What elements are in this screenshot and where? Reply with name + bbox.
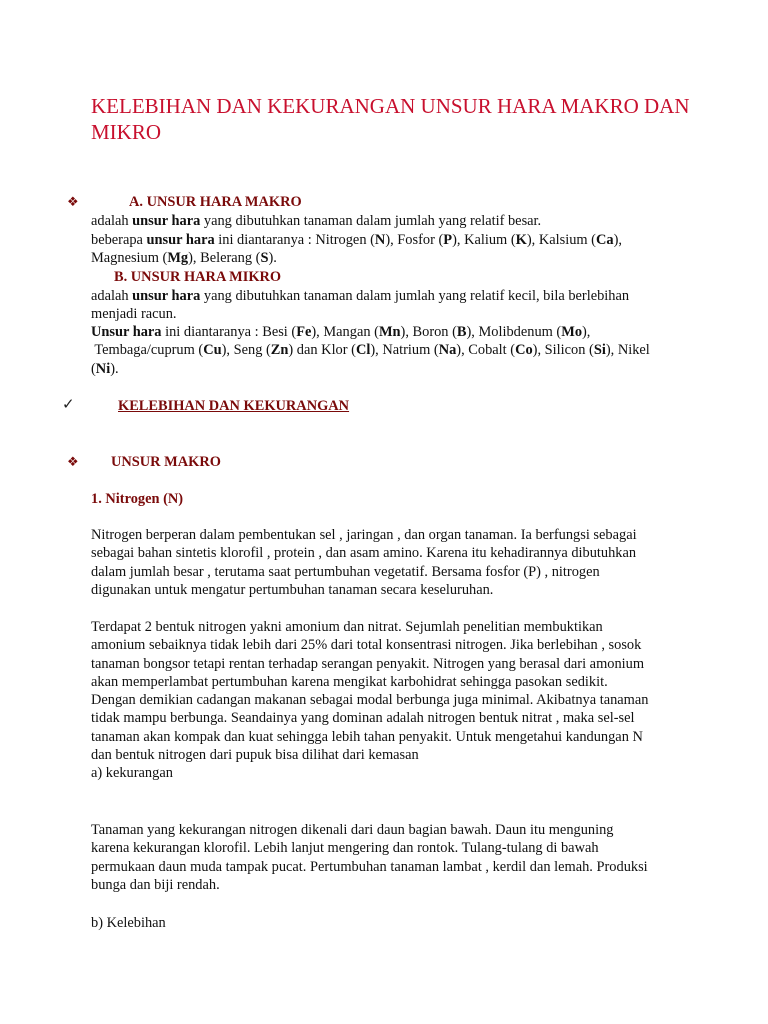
section-b-definition: adalah unsur hara yang dibutuhkan tanaman dalam jumlah yang relatif kecil, bila berlebihan menjadi racun. — [91, 288, 630, 323]
page-title: KELEBIHAN DAN KEKURANGAN UNSUR HARA MAKRO DAN MIKRO — [91, 94, 690, 144]
nitrogen-paragraph-3: Tanaman yang kekurangan nitrogen dikenali dari daun bagian bawah. Daun itu menguning karena kekurangan klorofil. Lebih lanjut mengering dan rontok. Tulang-tulang di bawah permukaan daun muda tampak pucat. Pertumbuhan tanaman lambat , kerdil dan lemah. Produksi bunga dan biji rendah. — [91, 822, 648, 893]
diamond-bullet-icon: ❖ — [67, 194, 79, 209]
section-a-heading: A. UNSUR HARA MAKRO — [129, 194, 302, 210]
kelebihan-label: b) Kelebihan — [91, 915, 166, 931]
unsur-makro-heading: UNSUR MAKRO — [111, 454, 221, 470]
nitrogen-heading: 1. Nitrogen (N) — [91, 491, 184, 507]
section-b-list: Unsur hara ini diantaranya : Besi (Fe), Mangan (Mn), Boron (B), Molibdenum (Mo), Tembaga/cuprum (Cu), Seng (Zn) dan Klor (Cl), Natrium (Na), Cobalt (Co), Silicon (Si), Nikel (Ni). — [91, 324, 650, 377]
nitrogen-paragraph-1: Nitrogen berperan dalam pembentukan sel , jaringan , dan organ tanaman. Ia berfungsi sebagai sebagai bahan sintetis klorofil , protein , dan asam amino. Karena itu kehadirannya dibutuhkan dalam jumlah besar , terutama saat pertumbuhan vegetatif. Bersama fosfor (P) , nitrogen digunakan untuk mengatur pertumbuhan tanaman secara keseluruhan. — [91, 527, 637, 598]
kelebihan-kekurangan-heading: KELEBIHAN DAN KEKURANGAN — [118, 398, 350, 414]
section-a-list: beberapa unsur hara ini diantaranya : Nitrogen (N), Fosfor (P), Kalium (K), Kalsium (Ca), Magnesium (Mg), Belerang (S). — [91, 232, 622, 267]
checkmark-icon: ✓ — [62, 397, 75, 413]
section-a-definition: adalah unsur hara yang dibutuhkan tanaman dalam jumlah yang relatif besar. — [91, 213, 542, 229]
nitrogen-paragraph-2: Terdapat 2 bentuk nitrogen yakni amonium dan nitrat. Sejumlah penelitian membuktikan amonium sebaiknya tidak lebih dari 25% dari total konsentrasi nitrogen. Jika berlebihan , sosok tanaman bongsor tetapi rentan terhadap serangan penyakit. Nitrogen yang berasal dari amonium akan memperlambat pertumbuhan karena mengikat karbohidrat sehingga pasokan sedikit. Dengan demikian cadangan makanan sebagai modal berbunga juga minimal. Akibatnya tanaman tidak mampu berbunga. Seandainya yang dominan adalah nitrogen bentuk nitrat , maka sel-sel tanaman akan kompak dan kuat sehingga lebih tahan penyakit. Untuk mengetahui kandungan N dan bentuk nitrogen dari pupuk bisa dilihat dari kemasan a) kekurangan — [91, 619, 649, 782]
section-b-heading: B. UNSUR HARA MIKRO — [114, 269, 282, 285]
diamond-bullet-icon: ❖ — [67, 454, 79, 469]
